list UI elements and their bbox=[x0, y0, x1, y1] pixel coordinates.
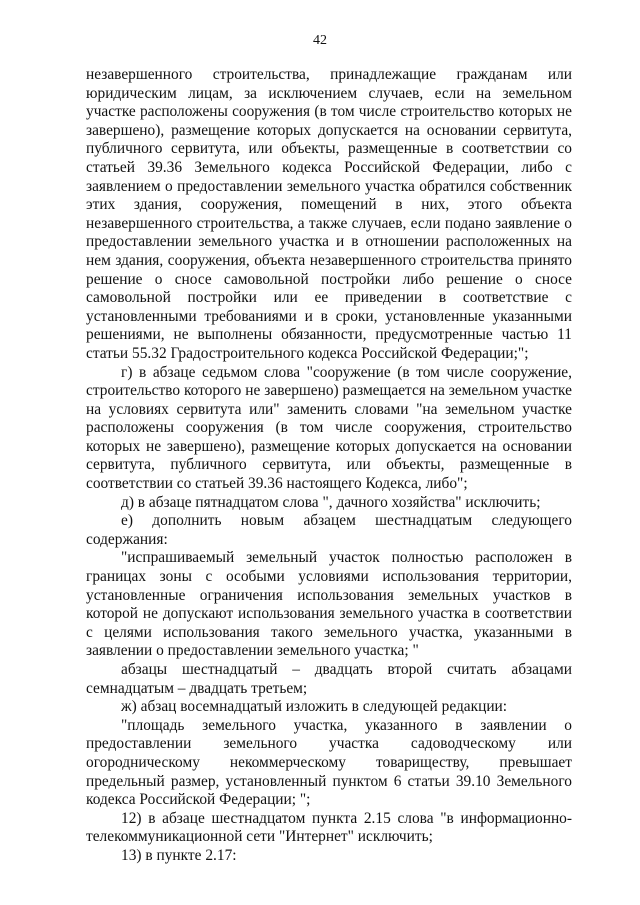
document-body bbox=[86, 66, 572, 866]
paragraph-renumber: абзацы шестнадцатый – двадцать второй считать абзацами семнадцатым – двадцать третьем; bbox=[86, 661, 572, 697]
paragraph-item-e: е) дополнить новым абзацем шестнадцатым следующего содержания: bbox=[86, 512, 572, 548]
paragraph-item-12: 12) в абзаце шестнадцатом пункта 2.15 слова "в информационно-телекоммуникационной сети "Интернет" исключить; bbox=[86, 809, 572, 846]
paragraph-continuation: незавершенного строительства, принадлежащие гражданам или юридическим лицам, за исключением случаев, если на земельном участке расположены сооружения (в том числе строительство которых не завершено), размещение которых допускается на основании сервитута, публичного сервитута, или объекты, размещенные в соответствии со статьей 39.36 Земельного кодекса Российской Федерации, либо с заявлением о предоставлении земельного участка обратился собственник этих здания, сооружения, помещений в них, этого объекта незавершенного строительства, а также случаев, если подано заявление о предоставлении земельного участка и в отношении расположенных на нем здания, сооружения, объекта незавершенного строительства принято решение о сносе самовольной постройки либо решение о сносе самовольной постройки или ее приведении в соответствие с установленными требованиями и в сроки, установленные указанными решениями, не выполнены обязанности, предусмотренные частью 11 статьи 55.32 Градостроительного кодекса Российской Федерации;"; bbox=[86, 66, 572, 362]
paragraph-item-g: г) в абзаце седьмом слова "сооружение (в том числе сооружение, строительство которого не завершено) размещается на земельном участке на условиях сервитута или" заменить словами "на земельном участке расположены сооружения (в том числе сооружения, строительство которых не завершено), размещение которых допускается на основании сервитута, публичного сервитута, или объекты, размещенные в соответствии со статьей 39.36 настоящего Кодекса, либо"; bbox=[86, 363, 572, 493]
paragraph-quote-new-abzac: "испрашиваемый земельный участок полностью расположен в границах зоны с особыми условиями использования территории, установленные ограничения использования земельных участков в которой не допускают использования земельного участка в соответствии с целями использования такого земельного участка, указанными в заявлении о предоставлении земельного участка; " bbox=[86, 549, 572, 660]
paragraph-item-zh: ж) абзац восемнадцатый изложить в следующей редакции: bbox=[121, 698, 508, 716]
paragraph-quote-area: "площадь земельного участка, указанного в заявлении о предоставлении земельного участка садоводческому или огородническому некоммерческому товариществу, превышает предельный размер, установленный пунктом 6 статьи 39.10 Земельного кодекса Российской Федерации; "; bbox=[86, 716, 572, 809]
paragraph-item-13: 13) в пункте 2.17: bbox=[121, 846, 237, 864]
paragraph-item-d: д) в абзаце пятнадцатом слова ", дачного хозяйства" исключить; bbox=[121, 493, 541, 511]
page-number: 42 bbox=[313, 33, 327, 48]
